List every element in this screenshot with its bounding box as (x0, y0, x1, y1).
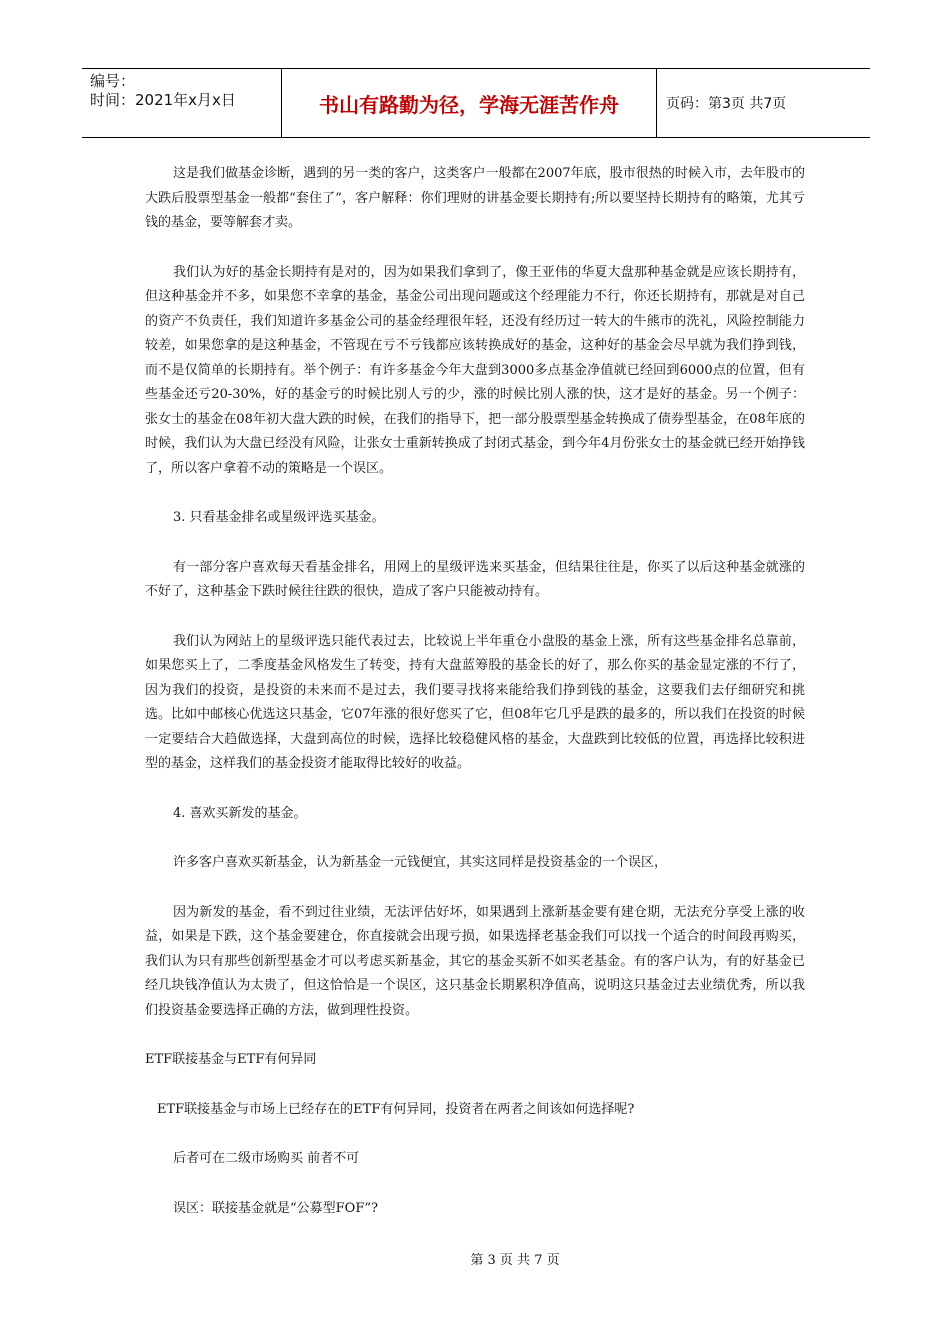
footer-page-number: 第 3 页 共 7 页 (470, 1253, 560, 1268)
paragraph: 因为新发的基金，看不到过往业绩，无法评估好坏，如果遇到上涨新基金要有建仓期，无法充分享受上涨的收益，如果是下跌，这个基金要建仓，你直接就会出现亏损，如果选择老基金我们可以找一个适合的时间段再购买，我们认为只有那些创新型基金才可以考虑买新基金，其它的基金买新不如买老基金。有的客户认为，有的好基金已经几块钱净值认为太贵了，但这恰恰是一个误区，这只基金长期累积净值高，说明这只基金过去业绩优秀，所以我们投资基金要选择正确的方法，做到理性投资。 (145, 904, 805, 1018)
paragraph: 有一部分客户喜欢每天看基金排名，用网上的星级评选来买基金，但结果往往是，你买了以后这种基金就涨的不好了，这种基金下跌时候往往跌的很快，造成了客户只能被动持有。 (145, 559, 805, 599)
section-heading: 3. 只看基金排名或星级评选买基金。 (173, 510, 385, 525)
page-footer (0, 1249, 950, 1268)
paragraph: 我们认为好的基金长期持有是对的，因为如果我们拿到了，像王亚伟的华夏大盘那种基金就是应该长期持有，但这种基金并不多，如果您不幸拿的基金，基金公司出现问题或这个经理能力不行，你还长期持有，那就是对自己的资产不负责任，我们知道许多基金公司的基金经理很年轻，还没有经历过一转大的牛熊市的洗礼，风险控制能力较差，如果您拿的是这种基金，不管现在亏不亏钱都应该转换成好的基金，这种好的基金会尽早就为我们挣到钱，而不是仅简单的长期持有。举个例子：有许多基金今年大盘到3000多点基金净值就已经回到6000点的位置，但有些基金还亏20-30%，好的基金亏的时候比别人亏的少，涨的时候比别人涨的快，这才是好的基金。另一个例子：张女士的基金在08年初大盘大跌的时候，在我们的指导下，把一部分股票型基金转换成了债券型基金，在08年底的时候，我们认为大盘已经没有风险，让张女士重新转换成了封闭式基金，到今年4月份张女士的基金就已经开始挣钱了，所以客户拿着不动的策略是一个误区。 (145, 264, 805, 476)
paragraph: 许多客户喜欢买新基金，认为新基金一元钱便宜，其实这同样是投资基金的一个误区， (173, 855, 668, 870)
paragraph: 这是我们做基金诊断，遇到的另一类的客户，这类客户一般都在2007年底，股市很热的时候入市，去年股市的大跌后股票型基金一般都“套住了”，客户解释：你们理财的讲基金要长期持有;所以要坚持长期持有的略策，尤其亏钱的基金，要等解套才卖。 (145, 166, 805, 230)
paragraph: 后者可在二级市场购买 前者不可 (173, 1151, 360, 1166)
page-header (82, 68, 870, 138)
header-meta (82, 69, 282, 137)
number-label: 编号： (90, 72, 136, 90)
header-motto: 书山有路勤为径，学海无涯苦作舟 (282, 69, 657, 137)
paragraph: 误区：联接基金就是“公募型FOF”? (173, 1200, 378, 1216)
paragraph: ETF联接基金与市场上已经存在的ETF有何异同，投资者在两者之间该如何选择呢? (157, 1101, 635, 1117)
section-heading: 4. 喜欢买新发的基金。 (173, 805, 307, 821)
time-label: 时间：2021年x月x日 (90, 91, 236, 109)
paragraph: 我们认为网站上的星级评选只能代表过去，比较说上半年重仓小盘股的基金上涨，所有这些基金排名总靠前，如果您买上了，二季度基金风格发生了转变，持有大盘蓝筹股的基金长的好了，那么你买的基金显定涨的不行了，因为我们的投资，是投资的未来而不是过去，我们要寻找将来能给我们挣到钱的基金，这要我们去仔细研究和挑选。比如中邮核心优选这只基金，它07年涨的很好您买了它，但08年它几乎是跌的最多的，所以我们在投资的时候一定要结合大趋做选择，大盘到高位的时候，选择比较稳健风格的基金，大盘跌到比较低的位置，再选择比较积进型的基金，这样我们的基金投资才能取得比较好的收益。 (145, 633, 805, 771)
header-page-label: 页码：第3页 共7页 (666, 96, 787, 112)
document-body (145, 162, 805, 1221)
subsection-title: ETF联接基金与ETF有何异同 (145, 1052, 317, 1067)
